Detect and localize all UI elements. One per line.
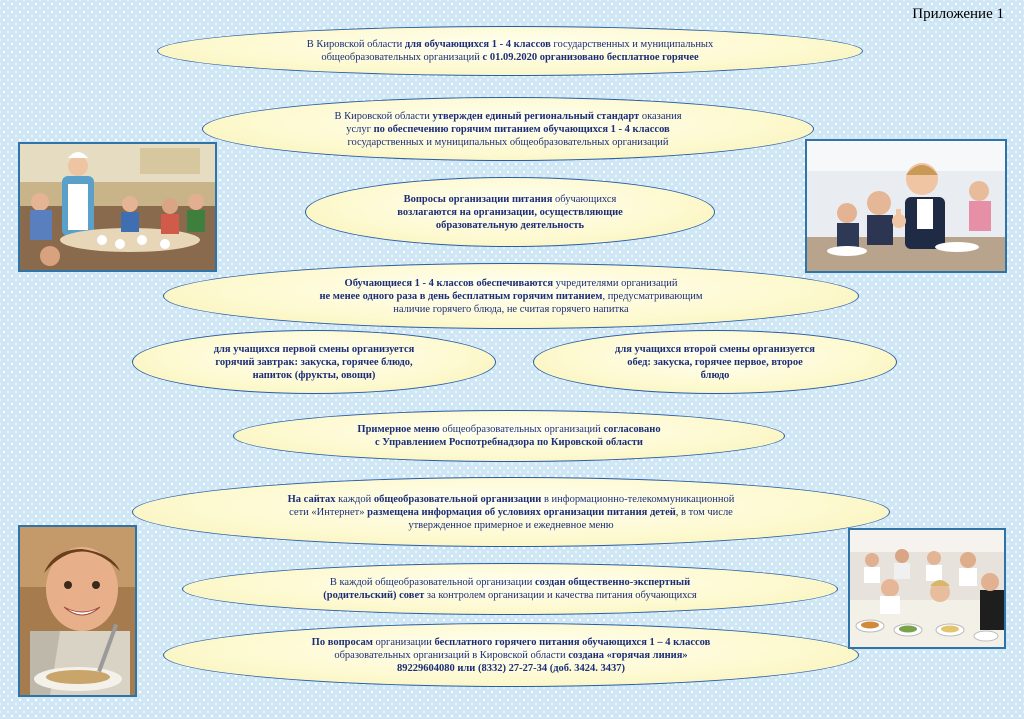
bold-text: согласовано: [603, 424, 661, 435]
bold-text: Обучающиеся 1 - 4 классов обеспечиваются: [344, 277, 553, 289]
bold-text: возлагаются на организации, осуществляющие: [397, 206, 623, 218]
oval-text-line: [397, 206, 623, 219]
smiling-boy-eating-photo: [18, 525, 137, 697]
bold-text: для учащихся первой смены организуется: [213, 343, 415, 355]
oval-text-line: [288, 493, 735, 506]
oval-text-line: [334, 123, 681, 136]
oval-organization-duties: [305, 177, 715, 247]
regular-text: оказания: [639, 110, 682, 122]
bold-text: обед: закуска, горячее первое, второе: [627, 356, 803, 368]
oval-text-line: [323, 576, 696, 589]
oval-text-line: [312, 636, 711, 649]
regular-text: организации: [372, 636, 435, 648]
oval-parent-council: [182, 563, 838, 615]
bold-text: с 01.09.2020 организовано бесплатное горячее: [482, 52, 699, 63]
children-at-tables-photo: [848, 528, 1006, 649]
bold-text: По вопросам: [311, 636, 373, 648]
bold-text: создана «горячая линия»: [568, 649, 688, 661]
bold-text: по обеспечению горячим питанием обучающихся 1 - 4 классов: [373, 123, 670, 135]
appendix-label: Приложение 1: [912, 6, 1004, 22]
regular-text: В Кировской области: [334, 110, 433, 122]
oval-text: [323, 576, 696, 602]
oval-regional-standard: [202, 97, 814, 161]
oval-websites: [132, 477, 890, 547]
bold-text: для обучающихся 1 - 4 классов: [404, 39, 551, 50]
oval-once-a-day: [163, 263, 859, 329]
oval-text-line: [307, 51, 714, 64]
oval-text-line: [307, 38, 714, 51]
oval-text-line: [319, 290, 702, 303]
oval-text-line: [357, 436, 660, 449]
canteen-cook-photo: [18, 142, 217, 272]
oval-text-line: [397, 219, 623, 232]
bold-text: с Управлением Роспотребнадзора по Кировской области: [375, 437, 643, 448]
bold-text: бесплатного горячего питания обучающихся 1 – 4 классов: [434, 636, 711, 648]
bold-text: горячий завтрак: закуска, горячее блюдо,: [215, 356, 413, 368]
bold-text: напиток (фрукты, овощи): [252, 369, 376, 381]
regular-text: в информационно-телекоммуникационной: [541, 493, 735, 505]
bold-text: Вопросы организации питания: [403, 193, 553, 205]
bold-text: для учащихся второй смены организуется: [615, 343, 815, 355]
regular-text: государственных и муниципальных: [550, 39, 714, 50]
regular-text: за контролем организации и качества питания обучающихся: [424, 590, 697, 601]
oval-free-hot-meals: [157, 26, 863, 76]
oval-text-line: [214, 369, 415, 382]
oval-text: [312, 636, 711, 675]
oval-text: [397, 193, 623, 232]
regular-text: общеобразовательных организаций: [321, 52, 483, 63]
oval-text: [307, 38, 714, 64]
oval-text: [288, 493, 735, 532]
bold-text: (родительский) совет: [323, 590, 425, 601]
oval-text: [357, 423, 660, 449]
oval-text-line: [214, 343, 415, 356]
regular-text: , в том числе: [675, 506, 733, 518]
bold-text: Примерное меню: [357, 424, 440, 435]
oval-text-line: [319, 303, 702, 316]
oval-text-line: [323, 589, 696, 602]
oval-text-line: [312, 649, 711, 662]
oval-text-line: [312, 662, 711, 675]
oval-text-line: [397, 193, 623, 206]
regular-text: каждой: [335, 493, 374, 505]
bold-text: 89229604080 или (8332) 27-27-34 (доб. 3424. 3437): [396, 662, 626, 674]
oval-sample-menu: [233, 410, 785, 462]
oval-text: [214, 343, 415, 382]
oval-text: [334, 110, 681, 149]
regular-text: сети «Интернет»: [289, 506, 368, 518]
oval-text-line: [288, 506, 735, 519]
oval-text-line: [615, 343, 815, 356]
regular-text: учредителями организаций: [553, 277, 678, 289]
oval-text-line: [334, 136, 681, 149]
bold-text: утвержден единый региональный стандарт: [432, 110, 640, 122]
children-at-tables-illustration: [850, 530, 1004, 647]
regular-text: образовательных организаций в Кировской области: [334, 649, 569, 661]
bold-text: размещена информация об условиях организации питания детей: [367, 506, 676, 518]
bold-text: создан общественно-экспертный: [534, 577, 691, 588]
oval-first-shift: [132, 330, 496, 394]
oval-text-line: [214, 356, 415, 369]
oval-text-line: [319, 277, 702, 290]
boy-thumbs-up-illustration: [807, 141, 1005, 271]
oval-text-line: [615, 369, 815, 382]
regular-text: В Кировской области: [306, 39, 405, 50]
regular-text: общеобразовательных организаций: [439, 424, 604, 435]
oval-text: [615, 343, 815, 382]
boy-thumbs-up-photo: [805, 139, 1007, 273]
regular-text: утвержденное примерное и ежедневное меню: [408, 519, 614, 531]
smiling-boy-eating-illustration: [20, 527, 135, 695]
oval-text-line: [334, 110, 681, 123]
bold-text: не менее одного раза в день бесплатным горячим питанием: [319, 290, 603, 302]
bold-text: образовательную деятельность: [435, 219, 585, 231]
bold-text: блюдо: [700, 369, 730, 381]
oval-text-line: [288, 519, 735, 532]
regular-text: наличие горячего блюда, не считая горячего напитка: [393, 303, 629, 315]
oval-second-shift: [533, 330, 897, 394]
oval-text-line: [357, 423, 660, 436]
regular-text: государственных и муниципальных общеобразовательных организаций: [347, 136, 669, 148]
oval-text: [319, 277, 702, 316]
regular-text: обучающихся: [552, 193, 617, 205]
bold-text: На сайтах: [287, 493, 336, 505]
regular-text: В каждой общеобразовательной организации: [329, 577, 535, 588]
canteen-cook-illustration: [20, 144, 215, 270]
regular-text: услуг: [346, 123, 374, 135]
oval-text-line: [615, 356, 815, 369]
regular-text: , предусматривающим: [602, 290, 703, 302]
oval-hotline: [163, 623, 859, 687]
bold-text: общеобразовательной организации: [373, 493, 542, 505]
